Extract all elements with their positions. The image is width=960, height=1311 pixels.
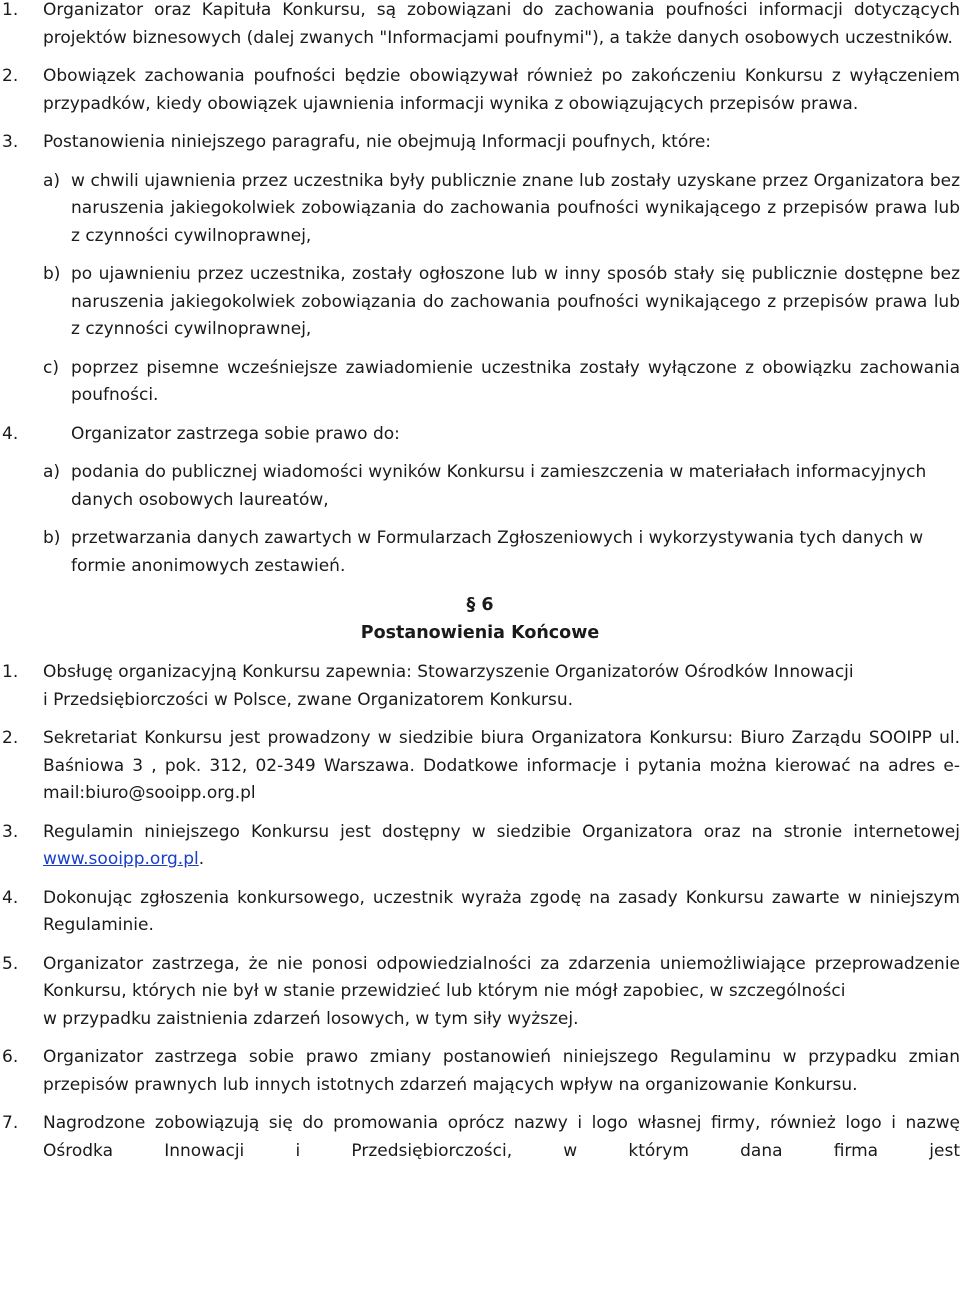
item-number: 3.: [2, 821, 19, 842]
paragraph-5-2: [0, 63, 960, 118]
item-text: Organizator oraz Kapituła Konkursu, są zobowiązani do zachowania poufności informacji dotyczących projektów biznesowych (dalej zwanych "Informacjami poufnymi"), a także danych osobowych uczestników.: [43, 0, 960, 48]
paragraph-5-3: [0, 129, 960, 157]
paragraph-6-7: [0, 1110, 960, 1165]
item-text-line: w przypadku zaistnienia zdarzeń losowych, w tym siły wyższej.: [43, 1008, 579, 1029]
section-number: § 6: [466, 595, 494, 615]
section-title: Postanowienia Końcowe: [360, 622, 600, 643]
item-text-block: [43, 951, 960, 1034]
subitem-text: przetwarzania danych zawartych w Formularzach Zgłoszeniowych i wykorzystywania tych danych w formie anonimowych zestawień.: [71, 528, 924, 576]
item-number: 4.: [2, 423, 19, 444]
paragraph-5-1: [0, 0, 960, 52]
subitem-5-4-a: [43, 459, 960, 514]
item-text: Postanowienia niniejszego paragrafu, nie obejmują Informacji poufnych, które:: [43, 132, 712, 152]
subitem-text: w chwili ujawnienia przez uczestnika były publicznie znane lub zostały uzyskane przez Organizatora bez naruszenia jakiegokolwiek zobowiązania do zachowania poufności wynikającego z przepisów prawa lub z czynności cywilnoprawnej,: [71, 170, 960, 246]
subitem-5-3-b: [43, 261, 960, 344]
website-link[interactable]: www.sooipp.org.pl: [43, 849, 199, 869]
item-text: Regulamin niniejszego Konkursu jest dostępny w siedzibie Organizatora oraz na stronie internetowej: [43, 821, 960, 842]
item-number: 2.: [2, 66, 19, 86]
item-number: 1.: [2, 0, 19, 20]
item-number: 3.: [2, 132, 19, 152]
subitem-5-4-b: [43, 525, 960, 580]
paragraph-5-4: [0, 421, 960, 449]
subitem-letter: a): [43, 462, 61, 482]
subitem-letter: b): [43, 528, 61, 548]
item-text-line: Obsługę organizacyjną Konkursu zapewnia: Stowarzyszenie Organizatorów Ośrodków Innowacji: [43, 662, 854, 682]
paragraph-6-1: [0, 659, 960, 714]
item-text: Nagrodzone zobowiązują się do promowania oprócz nazwy i logo własnej firmy, również logo i nazwę Ośrodka Innowacji i Przedsiębiorczości, w którym dana firma jest: [43, 1113, 960, 1161]
subitem-letter: c): [43, 357, 59, 378]
item-text-end: .: [198, 849, 205, 869]
item-text-block: [43, 659, 960, 714]
item-number: 7.: [2, 1113, 19, 1133]
item-text-block: [43, 819, 960, 874]
item-number: 6.: [2, 1047, 19, 1067]
item-text: Obowiązek zachowania poufności będzie obowiązywał również po zakończeniu Konkursu z wyłączeniem przypadków, kiedy obowiązek ujawnienia informacji wynika z obowiązujących przepisów prawa.: [43, 66, 960, 114]
paragraph-6-4: [0, 885, 960, 940]
item-number: 4.: [2, 887, 19, 908]
subitem-text: podania do publicznej wiadomości wyników Konkursu i zamieszczenia w materiałach informacyjnych danych osobowych laureatów,: [71, 462, 927, 510]
subitem-5-3-c: [43, 355, 960, 410]
subitem-5-3-a: [43, 168, 960, 251]
item-number: 2.: [2, 728, 19, 748]
item-text: Organizator zastrzega sobie prawo zmiany postanowień niniejszego Regulaminu w przypadku zmian przepisów prawnych lub innych istotnych zdarzeń mających wpływ na organizowanie Konkursu.: [43, 1047, 960, 1095]
item-text-line: Organizator zastrzega, że nie ponosi odpowiedzialności za zdarzenia uniemożliwiające przeprowadzenie Konkursu, których nie był w stanie przewidzieć lub którym nie mógł zapobiec, w szczególności: [43, 953, 960, 1001]
subitem-letter: a): [43, 170, 61, 191]
paragraph-6-3: [0, 819, 960, 874]
subitem-text: poprzez pisemne wcześniejsze zawiadomienie uczestnika zostały wyłączone z obowiązku zachowania poufności.: [71, 357, 960, 405]
item-number: 5.: [2, 953, 19, 974]
item-text: Dokonując zgłoszenia konkursowego, uczestnik wyraża zgodę na zasady Konkursu zawarte w niniejszym Regulaminie.: [43, 887, 960, 935]
item-text-line: i Przedsiębiorczości w Polsce, zwane Organizatorem Konkursu.: [43, 689, 574, 710]
paragraph-6-2: [0, 725, 960, 808]
item-text: Organizator zastrzega sobie prawo do:: [71, 423, 400, 444]
item-number: 1.: [2, 662, 19, 682]
paragraph-6-5: [0, 951, 960, 1034]
paragraph-6-6: [0, 1044, 960, 1099]
subitem-text: po ujawnieniu przez uczestnika, zostały ogłoszone lub w inny sposób stały się publicznie dostępne bez naruszenia jakiegokolwiek zobowiązania do zachowania poufności wynikającego z przepisów prawa lub z czynności cywilnoprawnej,: [71, 264, 960, 339]
item-text: Sekretariat Konkursu jest prowadzony w siedzibie biura Organizatora Konkursu: Biuro Zarządu SOOIPP ul. Baśniowa 3 , pok. 312, 02-349 Warszawa. Dodatkowe informacje i pytania można kierować na adres e-mail:biuro@sooipp.org.pl: [43, 728, 960, 803]
subitem-letter: b): [43, 264, 61, 284]
